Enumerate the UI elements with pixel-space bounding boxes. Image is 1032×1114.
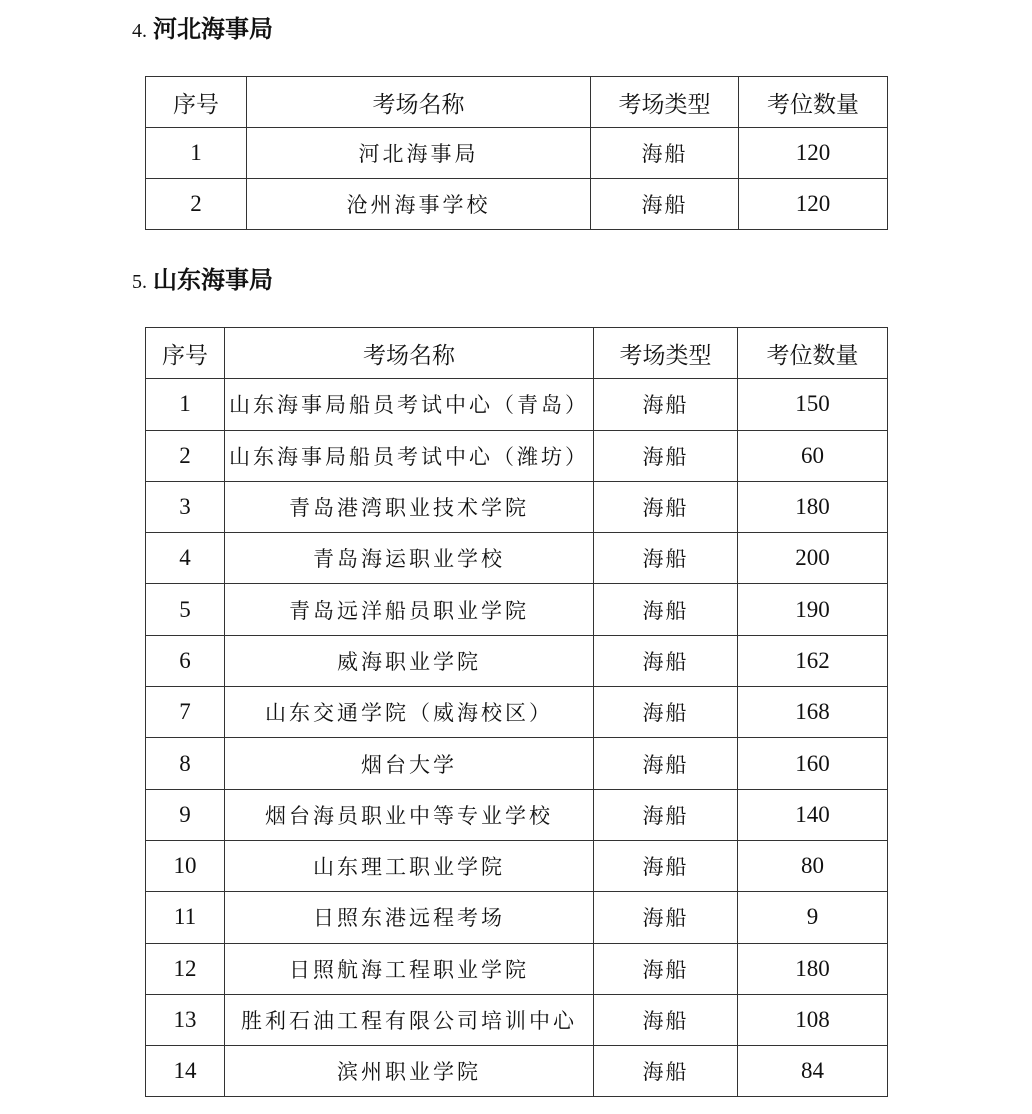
- cell-venue-type: 海船: [594, 635, 738, 686]
- cell-venue-name: 烟台海员职业中等专业学校: [225, 789, 594, 840]
- table-row: [146, 635, 888, 686]
- cell-venue-type: 海船: [594, 943, 738, 994]
- cell-venue-name: 山东海事局船员考试中心（潍坊）: [225, 430, 594, 481]
- cell-seat-count: 180: [738, 943, 888, 994]
- cell-seat-count: 140: [738, 789, 888, 840]
- cell-venue-name: 河北海事局: [247, 128, 591, 179]
- cell-seat-count: 120: [739, 128, 888, 179]
- cell-venue-type: 海船: [591, 128, 739, 179]
- cell-seat-count: 84: [738, 1046, 888, 1097]
- cell-index: 1: [146, 379, 225, 430]
- cell-seat-count: 200: [738, 533, 888, 584]
- cell-index: 12: [146, 943, 225, 994]
- cell-venue-name: 山东理工职业学院: [225, 840, 594, 891]
- table-row: [146, 943, 888, 994]
- cell-index: 2: [146, 430, 225, 481]
- table-row: [146, 379, 888, 430]
- table-row: [146, 430, 888, 481]
- cell-seat-count: 180: [738, 481, 888, 532]
- table-row: [146, 128, 888, 179]
- cell-index: 9: [146, 789, 225, 840]
- cell-index: 5: [146, 584, 225, 635]
- header-venue-name: 考场名称: [247, 77, 591, 128]
- cell-venue-type: 海船: [591, 179, 739, 230]
- table-header-row: [146, 328, 888, 379]
- cell-seat-count: 150: [738, 379, 888, 430]
- table-header-row: [146, 77, 888, 128]
- cell-venue-name: 滨州职业学院: [225, 1046, 594, 1097]
- table-row: [146, 789, 888, 840]
- section-title: 河北海事局: [153, 15, 273, 43]
- cell-venue-name: 青岛远洋船员职业学院: [225, 584, 594, 635]
- cell-seat-count: 190: [738, 584, 888, 635]
- header-venue-type: 考场类型: [594, 328, 738, 379]
- cell-venue-name: 山东交通学院（威海校区）: [225, 687, 594, 738]
- table-row: [146, 1046, 888, 1097]
- cell-index: 1: [146, 128, 247, 179]
- header-seat-count: 考位数量: [739, 77, 888, 128]
- cell-venue-name: 日照东港远程考场: [225, 892, 594, 943]
- cell-venue-name: 青岛海运职业学校: [225, 533, 594, 584]
- cell-venue-type: 海船: [594, 481, 738, 532]
- cell-venue-name: 胜利石油工程有限公司培训中心: [225, 994, 594, 1045]
- cell-venue-type: 海船: [594, 687, 738, 738]
- header-index: 序号: [146, 328, 225, 379]
- cell-index: 3: [146, 481, 225, 532]
- cell-index: 11: [146, 892, 225, 943]
- cell-seat-count: 9: [738, 892, 888, 943]
- table-row: [146, 584, 888, 635]
- section-title: 山东海事局: [153, 266, 273, 294]
- cell-index: 7: [146, 687, 225, 738]
- cell-venue-type: 海船: [594, 430, 738, 481]
- table-body: [146, 128, 888, 230]
- cell-index: 2: [146, 179, 247, 230]
- header-seat-count: 考位数量: [738, 328, 888, 379]
- header-venue-name: 考场名称: [225, 328, 594, 379]
- cell-index: 4: [146, 533, 225, 584]
- section-number: 4.: [132, 20, 147, 42]
- table-row: [146, 738, 888, 789]
- cell-seat-count: 160: [738, 738, 888, 789]
- cell-venue-type: 海船: [594, 789, 738, 840]
- table-row: [146, 892, 888, 943]
- cell-index: 8: [146, 738, 225, 789]
- cell-seat-count: 80: [738, 840, 888, 891]
- table-row: [146, 687, 888, 738]
- cell-index: 10: [146, 840, 225, 891]
- cell-index: 13: [146, 994, 225, 1045]
- cell-venue-name: 沧州海事学校: [247, 179, 591, 230]
- section-heading-hebei: [132, 14, 273, 46]
- cell-seat-count: 162: [738, 635, 888, 686]
- table-row: [146, 533, 888, 584]
- cell-venue-name: 青岛港湾职业技术学院: [225, 481, 594, 532]
- cell-index: 6: [146, 635, 225, 686]
- cell-seat-count: 108: [738, 994, 888, 1045]
- cell-venue-type: 海船: [594, 1046, 738, 1097]
- cell-seat-count: 168: [738, 687, 888, 738]
- cell-venue-type: 海船: [594, 584, 738, 635]
- exam-venue-table-shandong: [145, 327, 888, 1097]
- section-number: 5.: [132, 271, 147, 293]
- cell-venue-type: 海船: [594, 994, 738, 1045]
- cell-seat-count: 60: [738, 430, 888, 481]
- table-body: [146, 379, 888, 1097]
- cell-venue-name: 威海职业学院: [225, 635, 594, 686]
- section-heading-shandong: [132, 265, 273, 297]
- table-row: [146, 840, 888, 891]
- cell-venue-type: 海船: [594, 379, 738, 430]
- cell-venue-name: 烟台大学: [225, 738, 594, 789]
- cell-venue-type: 海船: [594, 738, 738, 789]
- cell-venue-type: 海船: [594, 892, 738, 943]
- table-row: [146, 481, 888, 532]
- table-row: [146, 994, 888, 1045]
- cell-index: 14: [146, 1046, 225, 1097]
- header-venue-type: 考场类型: [591, 77, 739, 128]
- cell-venue-type: 海船: [594, 533, 738, 584]
- cell-venue-type: 海船: [594, 840, 738, 891]
- table-row: [146, 179, 888, 230]
- cell-seat-count: 120: [739, 179, 888, 230]
- header-index: 序号: [146, 77, 247, 128]
- cell-venue-name: 日照航海工程职业学院: [225, 943, 594, 994]
- cell-venue-name: 山东海事局船员考试中心（青岛）: [225, 379, 594, 430]
- exam-venue-table-hebei: [145, 76, 888, 230]
